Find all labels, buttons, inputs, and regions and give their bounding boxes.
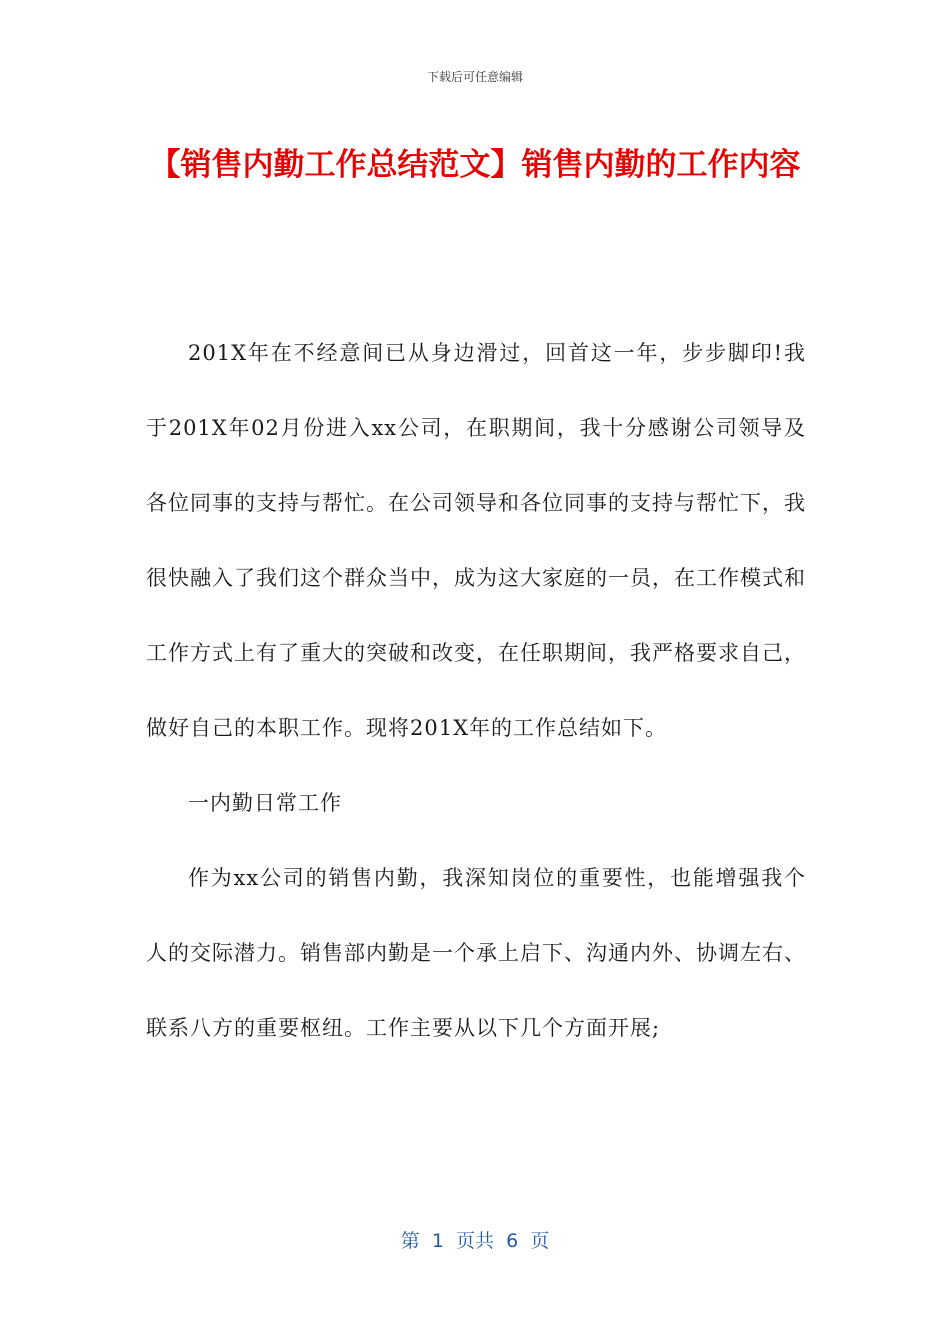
paragraph-section-one: 作为xx公司的销售内勤，我深知岗位的重要性，也能增强我个人的交际潜力。销售部内勤是一个承上启下、沟通内外、协调左右、联系八方的重要枢纽。工作主要从以下几个方面开展; bbox=[146, 866, 806, 1040]
document-body bbox=[146, 316, 806, 1066]
header-note: 下载后可任意编辑 bbox=[426, 70, 523, 84]
document-title: 【销售内勤工作总结范文】销售内勤的工作内容 bbox=[149, 147, 801, 183]
section-heading: 一内勤日常工作 bbox=[188, 791, 342, 815]
page-footer: 第 1 页共 6 页 bbox=[400, 1230, 550, 1252]
paragraph-intro: 201X年在不经意间已从身边滑过，回首这一年，步步脚印!我于201X年02月份进入xx公司，在职期间，我十分感谢公司领导及各位同事的支持与帮忙。在公司领导和各位同事的支持与帮忙下，我很快融入了我们这个群众当中，成为这大家庭的一员，在工作模式和工作方式上有了重大的突破和改变，在任职期间，我严格要求自己，做好自己的本职工作。现将201X年的工作总结如下。 bbox=[146, 341, 806, 740]
